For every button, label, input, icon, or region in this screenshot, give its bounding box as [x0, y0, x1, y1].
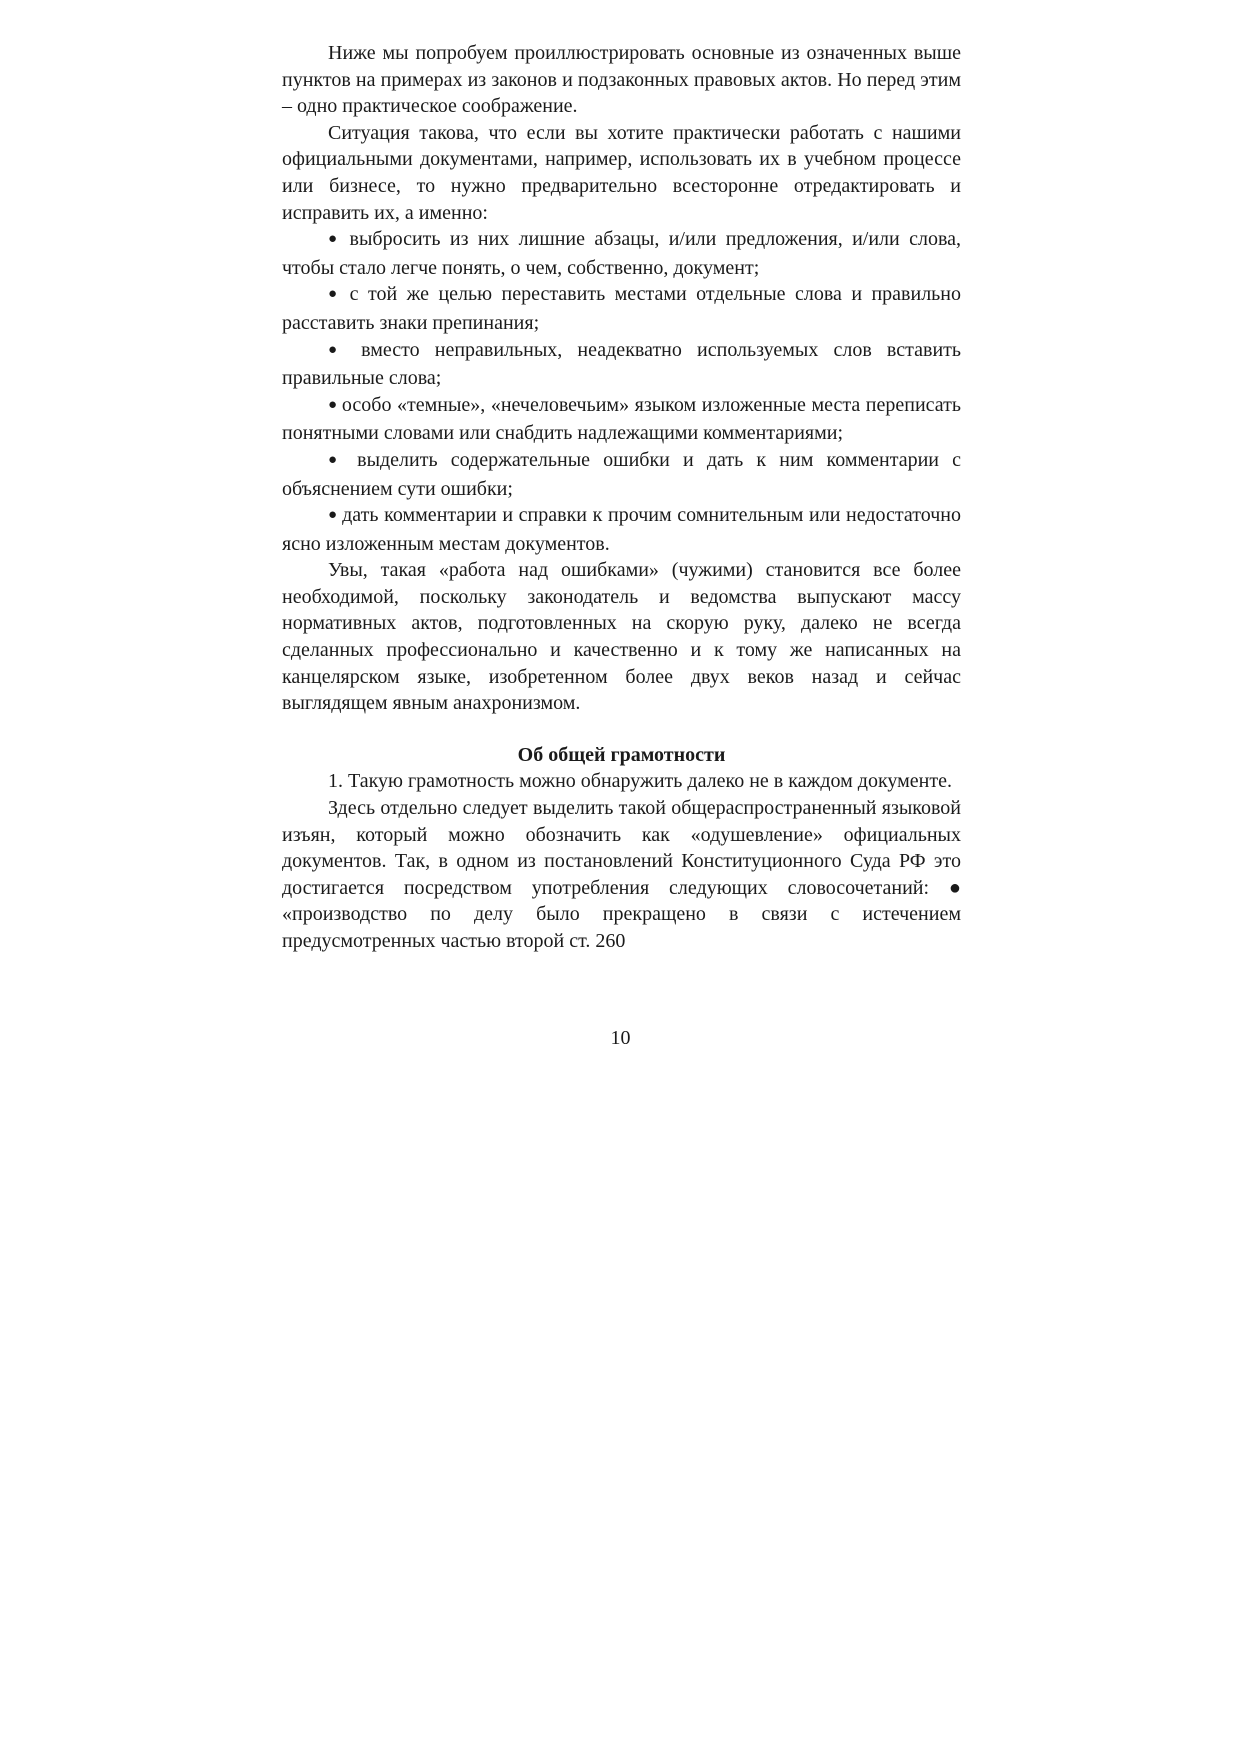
- section-paragraph: Здесь отдельно следует выделить такой общераспространенный языковой изъян, который можно обозначить как «одушевление» официальных документов. Так, в одном из постановлений Конституционного Суда РФ это достигается посредством употребления следующих словосочетаний: ● «производство по делу было прекращено в связи с истечением предусмотренных частью второй ст. 260: [282, 797, 961, 952]
- section-paragraph: 1. Такую грамотность можно обнаружить далеко не в каждом документе.: [328, 770, 952, 793]
- bullet-item: ● дать комментарии и справки к прочим сомнительным или недостаточно ясно изложенным местам документов.: [282, 502, 961, 557]
- paragraph-closing: Увы, такая «работа над ошибками» (чужими) становится все более необходимой, поскольку законодатель и ведомства выпускают массу нормативных актов, подготовленных на скорую руку, далеко не всегда сделанных профессионально и качественно и к тому же написанных на канцелярском языке, изобретенном более двух веков назад и сейчас выглядящем явным анахронизмом.: [282, 559, 961, 715]
- paragraph-situation: Ситуация такова, что если вы хотите практически работать с нашими официальными документами, например, использовать их в учебном процессе или бизнесе, то нужно предварительно всесторонне отредактировать и исправить их, а именно:: [282, 121, 961, 224]
- bullet-item: ● выбросить из них лишние абзацы, и/или предложения, и/или слова, чтобы стало легче понять, о чем, собственно, документ;: [282, 226, 961, 281]
- bullet-item: ● с той же целью переставить местами отдельные слова и правильно расставить знаки препинания;: [282, 281, 961, 336]
- bullet-item: ● выделить содержательные ошибки и дать к ним комментарии с объяснением сути ошибки;: [282, 447, 961, 502]
- bullet-item: ● вместо неправильных, неадекватно используемых слов вставить правильные слова;: [282, 337, 961, 392]
- section-title: Об общей грамотности: [517, 743, 726, 766]
- bullet-item: ● особо «темные», «нечеловечьим» языком изложенные места переписать понятными словами или снабдить надлежащими комментариями;: [282, 392, 961, 447]
- page-number: 10: [610, 1027, 631, 1049]
- page-body: [282, 40, 961, 955]
- paragraph-intro: Ниже мы попробуем проиллюстрировать основные из означенных выше пунктов на примерах из законов и подзаконных правовых актов. Но перед этим – одно практическое соображение.: [282, 42, 961, 118]
